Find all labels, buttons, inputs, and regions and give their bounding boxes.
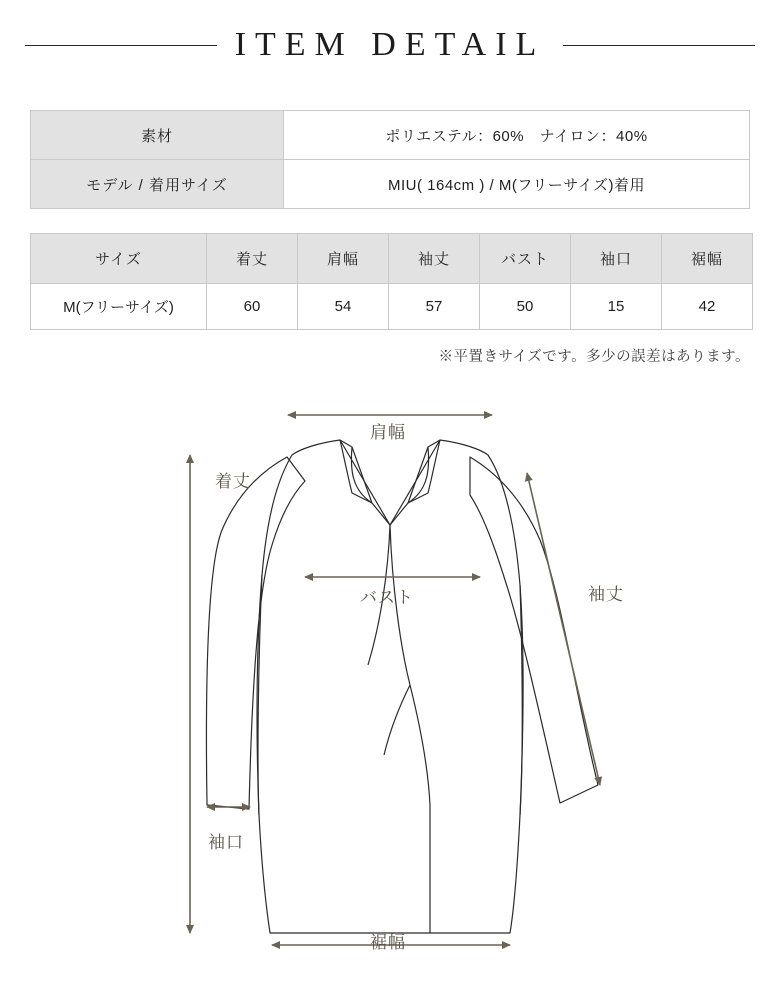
size-table <box>30 233 753 330</box>
size-cell-name: M(フリーサイズ) <box>31 284 207 330</box>
size-cell-sleeve: 57 <box>389 284 480 330</box>
label-length: 着丈 <box>215 472 251 491</box>
size-col-header-size: サイズ <box>31 234 207 284</box>
size-note: ※平置きサイズです。多少の誤差はあります。 <box>438 349 750 365</box>
size-cell-bust: 50 <box>480 284 571 330</box>
model-size-label: モデル / 着用サイズ <box>31 160 284 209</box>
size-cell-cuff: 15 <box>571 284 662 330</box>
coat-illustration <box>206 440 598 933</box>
label-bust: バスト <box>360 588 414 607</box>
label-hem: 裾幅 <box>370 933 406 952</box>
material-label: 素材 <box>31 111 284 160</box>
size-col-header-bust: バスト <box>480 234 571 284</box>
label-cuff: 袖口 <box>208 833 244 852</box>
arrow-sleeve <box>527 473 600 785</box>
model-size-value: MIU( 164cm ) / M(フリーサイズ)着用 <box>284 160 750 209</box>
table-row <box>31 160 750 209</box>
table-row <box>31 111 750 160</box>
table-row <box>31 284 753 330</box>
page-title: ITEM DETAIL <box>234 26 546 63</box>
size-cell-length: 60 <box>207 284 298 330</box>
page-header <box>0 22 780 68</box>
size-cell-shoulder: 54 <box>298 284 389 330</box>
material-table <box>30 110 750 209</box>
diagram-svg <box>0 385 780 985</box>
size-col-header-shoulder: 肩幅 <box>298 234 389 284</box>
garment-measurement-diagram <box>0 385 780 985</box>
size-col-header-length: 着丈 <box>207 234 298 284</box>
size-col-header-cuff: 袖口 <box>571 234 662 284</box>
label-sleeve: 袖丈 <box>588 585 624 604</box>
dimension-arrows <box>190 415 600 945</box>
table-header-row <box>31 234 753 284</box>
size-col-header-hem: 裾幅 <box>662 234 753 284</box>
size-col-header-sleeve: 袖丈 <box>389 234 480 284</box>
material-value: ポリエステル：60% ナイロン：40% <box>284 111 750 160</box>
label-shoulder: 肩幅 <box>370 423 406 442</box>
header-rule-right <box>563 45 755 46</box>
header-rule-left <box>25 45 217 46</box>
size-cell-hem: 42 <box>662 284 753 330</box>
